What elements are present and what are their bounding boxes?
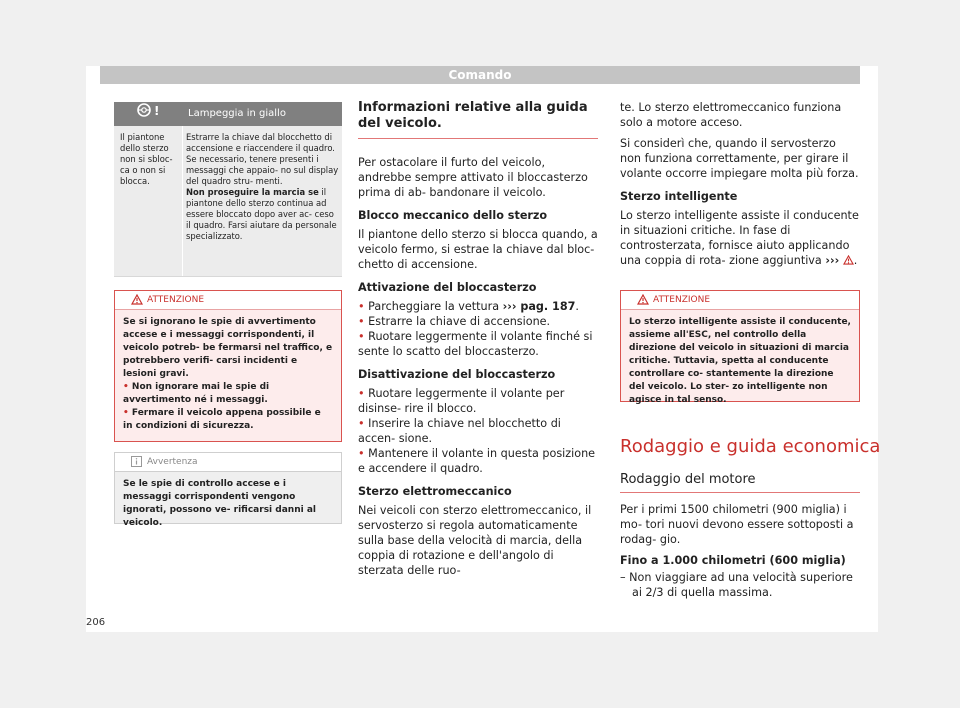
- chapter-header: Comando: [100, 66, 860, 84]
- note-label: Avvertenza: [147, 457, 198, 467]
- list-item: • Mantenere il volante in questa posizione e accendere il quadro.: [358, 447, 596, 475]
- warning-triangle-icon: [131, 294, 143, 305]
- list-item: • Parcheggiare la vettura ››› pag. 187.: [358, 300, 579, 313]
- page-number: 206: [86, 617, 106, 628]
- table-header: [114, 102, 342, 126]
- warning-ref-link[interactable]: ›››: [825, 254, 840, 267]
- section-title: Informazioni relative alla guida del veicolo.: [358, 100, 598, 139]
- table-remedy: Estrarre la chiave dal blocchetto di accensione e riaccendere il quadro. Se necessario, tenere presenti i messaggi che appaio- no sul display del quadro stru- menti. Non proseguire la marcia se il piantone dello sterzo continua ad essere bloccato dopo aver ac- ceso il quadro. Farsi aiutare da personale specializzato.: [186, 132, 339, 241]
- subheading: Sterzo elettromeccanico: [358, 485, 512, 498]
- paragraph: Il piantone dello sterzo si blocca quando, a veicolo fermo, si estrae la chiave dal bloc- chetto di accensione.: [358, 228, 598, 271]
- warning-box: [620, 290, 860, 405]
- warning-triangle-icon: [843, 255, 854, 265]
- subheading: Sterzo intelligente: [620, 190, 738, 203]
- list-item: • Estrarre la chiave di accensione.: [358, 315, 551, 328]
- list-item: • Inserire la chiave nel blocchetto di accen- sione.: [358, 417, 561, 445]
- column-2: [358, 100, 598, 578]
- warning-box: [114, 290, 342, 442]
- paragraph: Per i primi 1500 chilometri (900 miglia) i mo- tori nuovi devono essere sottoposti a rodag- gio.: [620, 503, 854, 546]
- paragraph: Lo sterzo intelligente assiste il conducente in situazioni critiche. In fase di controsterzata, fornisce aiuto applicando una coppia di rota- zione aggiuntiva ››› .: [620, 209, 859, 267]
- column-3: [620, 100, 860, 268]
- svg-text:!: !: [154, 104, 160, 118]
- note-box: [114, 452, 342, 528]
- subheading: Blocco meccanico dello sterzo: [358, 209, 548, 222]
- paragraph: Per ostacolare il furto del veicolo, andrebbe sempre attivato il bloccasterzo prima di ab- bandonare il veicolo.: [358, 156, 588, 199]
- warning-label: ATTENZIONE: [147, 295, 205, 305]
- list-item: • Ruotare leggermente il volante finché si sente lo scatto del bloccasterzo.: [358, 330, 593, 358]
- subheading: Fino a 1.000 chilometri (600 miglia): [620, 554, 846, 567]
- table-header-title: Lampeggia in giallo: [188, 108, 286, 119]
- warning-label: ATTENZIONE: [653, 295, 711, 305]
- list-item: • Ruotare leggermente il volante per disinse- rire il blocco.: [358, 387, 565, 415]
- warning-text: Se si ignorano le spie di avvertimento accese e i messaggi corrispondenti, il veicolo potreb- be fermarsi nel traffico, e potrebbero verifi- carsi incidenti e lesioni gravi.: [123, 317, 333, 379]
- list-item: • Non ignorare mai le spie di avvertimento né i messaggi.: [123, 382, 270, 405]
- table-cause: Il piantone dello sterzo non si sbloc- ca o non si blocca.: [120, 132, 173, 186]
- chapter-title: Rodaggio e guida economica: [620, 436, 881, 457]
- page-ref-link[interactable]: ››› pag. 187: [502, 300, 576, 313]
- info-icon: [131, 456, 142, 467]
- subheading: Attivazione del bloccasterzo: [358, 281, 537, 294]
- warning-text: Lo sterzo intelligente assiste il conducente, assieme all'ESC, nel controllo della direzione del veicolo in situazioni di marcia critiche. Tuttavia, spetta al conducente controllare co- stantemente la direzione del veicolo. Lo ster- zo intelligente non agisce in tal senso.: [629, 317, 851, 405]
- table-row: [114, 126, 342, 277]
- section-title: Rodaggio del motore: [620, 472, 860, 493]
- paragraph: Si considerì che, quando il servosterzo non funziona correttamente, per girare il volante occorre impiegare molta più forza.: [620, 137, 859, 180]
- paragraph: Nei veicoli con sterzo elettromeccanico, il servosterzo si regola automaticamente sulla base della velocità di marcia, della coppia di rotazione e dell'angolo di sterzata delle ruo-: [358, 504, 592, 577]
- steering-warning-icon: [114, 102, 182, 126]
- warning-triangle-icon: [637, 294, 649, 305]
- subheading: Disattivazione del bloccasterzo: [358, 368, 556, 381]
- column-3-bottom: [620, 502, 860, 600]
- list-item: • Fermare il veicolo appena possibile e in condizioni di sicurezza.: [123, 408, 321, 431]
- status-table: [114, 102, 342, 277]
- note-text: Se le spie di controllo accese e i messaggi corrispondenti vengono ignorati, possono ve- rificarsi danni al veicolo.: [123, 479, 316, 528]
- paragraph: te. Lo sterzo elettromeccanico funziona solo a motore acceso.: [620, 101, 842, 129]
- list-item: – Non viaggiare ad una velocità superiore ai 2/3 di quella massima.: [620, 571, 853, 599]
